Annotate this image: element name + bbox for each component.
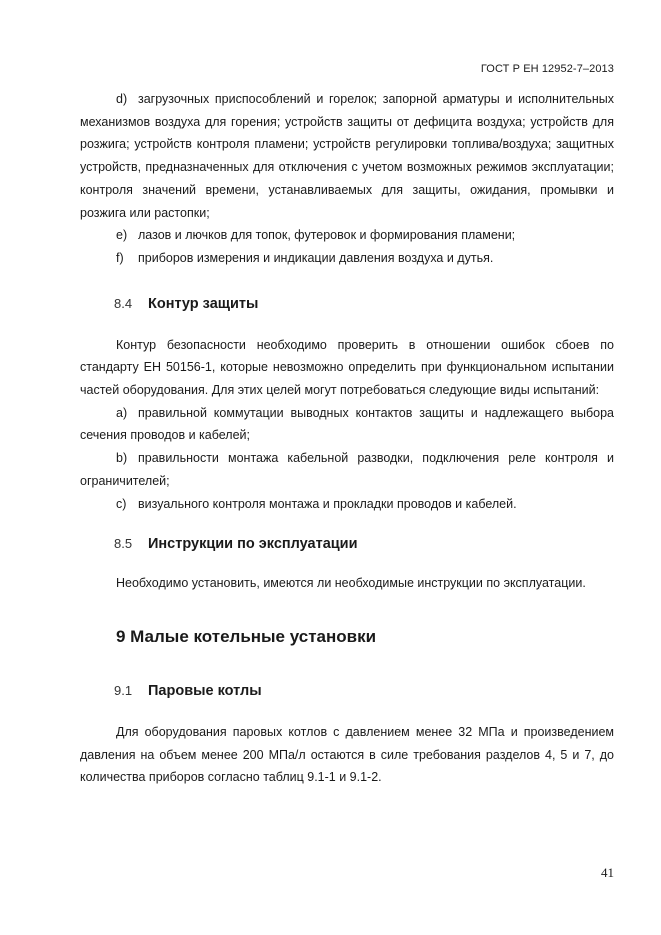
list-label: b) bbox=[116, 451, 128, 466]
list-text: визуального контроля монтажа и прокладки проводов и кабелей. bbox=[138, 496, 517, 511]
section-number: 9.1 bbox=[114, 682, 133, 698]
paragraph: Для оборудования паровых котлов с давлением менее 32 МПа и произведением давления на объем менее 200 МПа/л остаются в силе требования разделов 4, 5 и 7, до количества приборов согласно таблиц 9.1-1 и 9.1-2. bbox=[80, 724, 614, 785]
section-heading-8-5 bbox=[114, 534, 614, 554]
paragraph: Необходимо установить, имеются ли необходимые инструкции по эксплуатации. bbox=[116, 576, 586, 591]
list-text: приборов измерения и индикации давления воздуха и дутья. bbox=[138, 250, 494, 265]
list-item-c bbox=[80, 493, 614, 516]
section-heading-8-4 bbox=[114, 294, 614, 314]
section-number: 8.5 bbox=[114, 536, 133, 552]
list-text: лазов и лючков для топок, футеровок и формирования пламени; bbox=[138, 228, 516, 243]
list-text: загрузочных приспособлений и горелок; запорной арматуры и исполнительных механизмов воздуха для горения; устройств защиты от дефицита воздуха; устройств для розжига; устройств контроля пламени; устройств регулировки топлива/воздуха; защитных устройств, предназначенных для отключения с учетом возможных режимов эксплуатации; контроля значений времени, устанавливаемых для защиты, ожидания, промывки и розжига или растопки; bbox=[80, 92, 614, 220]
chapter-heading: 9 Малые котельные установки bbox=[116, 626, 377, 646]
list-item-e bbox=[80, 224, 614, 247]
section-title: Контур защиты bbox=[148, 295, 259, 312]
list-item-b bbox=[80, 447, 614, 492]
list-text: правильности монтажа кабельной разводки, подключения реле контроля и ограничителей; bbox=[80, 451, 614, 488]
page-content bbox=[80, 88, 614, 789]
list-text: правильной коммутации выводных контактов защиты и надлежащего выбора сечения проводов и кабелей; bbox=[80, 405, 614, 443]
list-label: f) bbox=[116, 250, 124, 265]
list-item-a bbox=[80, 402, 614, 447]
list-label: e) bbox=[116, 228, 128, 243]
list-label: d) bbox=[116, 92, 128, 106]
paragraph: Контур безопасности необходимо проверить в отношении ошибок сбоев по стандарту ЕН 50156-1, которые невозможно определить при функциональном испытании частей оборудования. Для этих целей могут потребоваться следующие виды испытаний: bbox=[80, 337, 614, 398]
list-label: c) bbox=[116, 496, 127, 511]
list-item-d bbox=[80, 88, 614, 224]
section-title: Инструкции по эксплуатации bbox=[148, 536, 358, 553]
page-number: 41 bbox=[601, 865, 614, 880]
section-heading-9-1 bbox=[114, 681, 614, 701]
section-title: Паровые котлы bbox=[148, 682, 262, 699]
list-item-f bbox=[80, 247, 614, 270]
section-number: 8.4 bbox=[114, 295, 133, 311]
list-label: a) bbox=[116, 405, 128, 420]
document-code: ГОСТ Р ЕН 12952-7–2013 bbox=[480, 63, 614, 75]
